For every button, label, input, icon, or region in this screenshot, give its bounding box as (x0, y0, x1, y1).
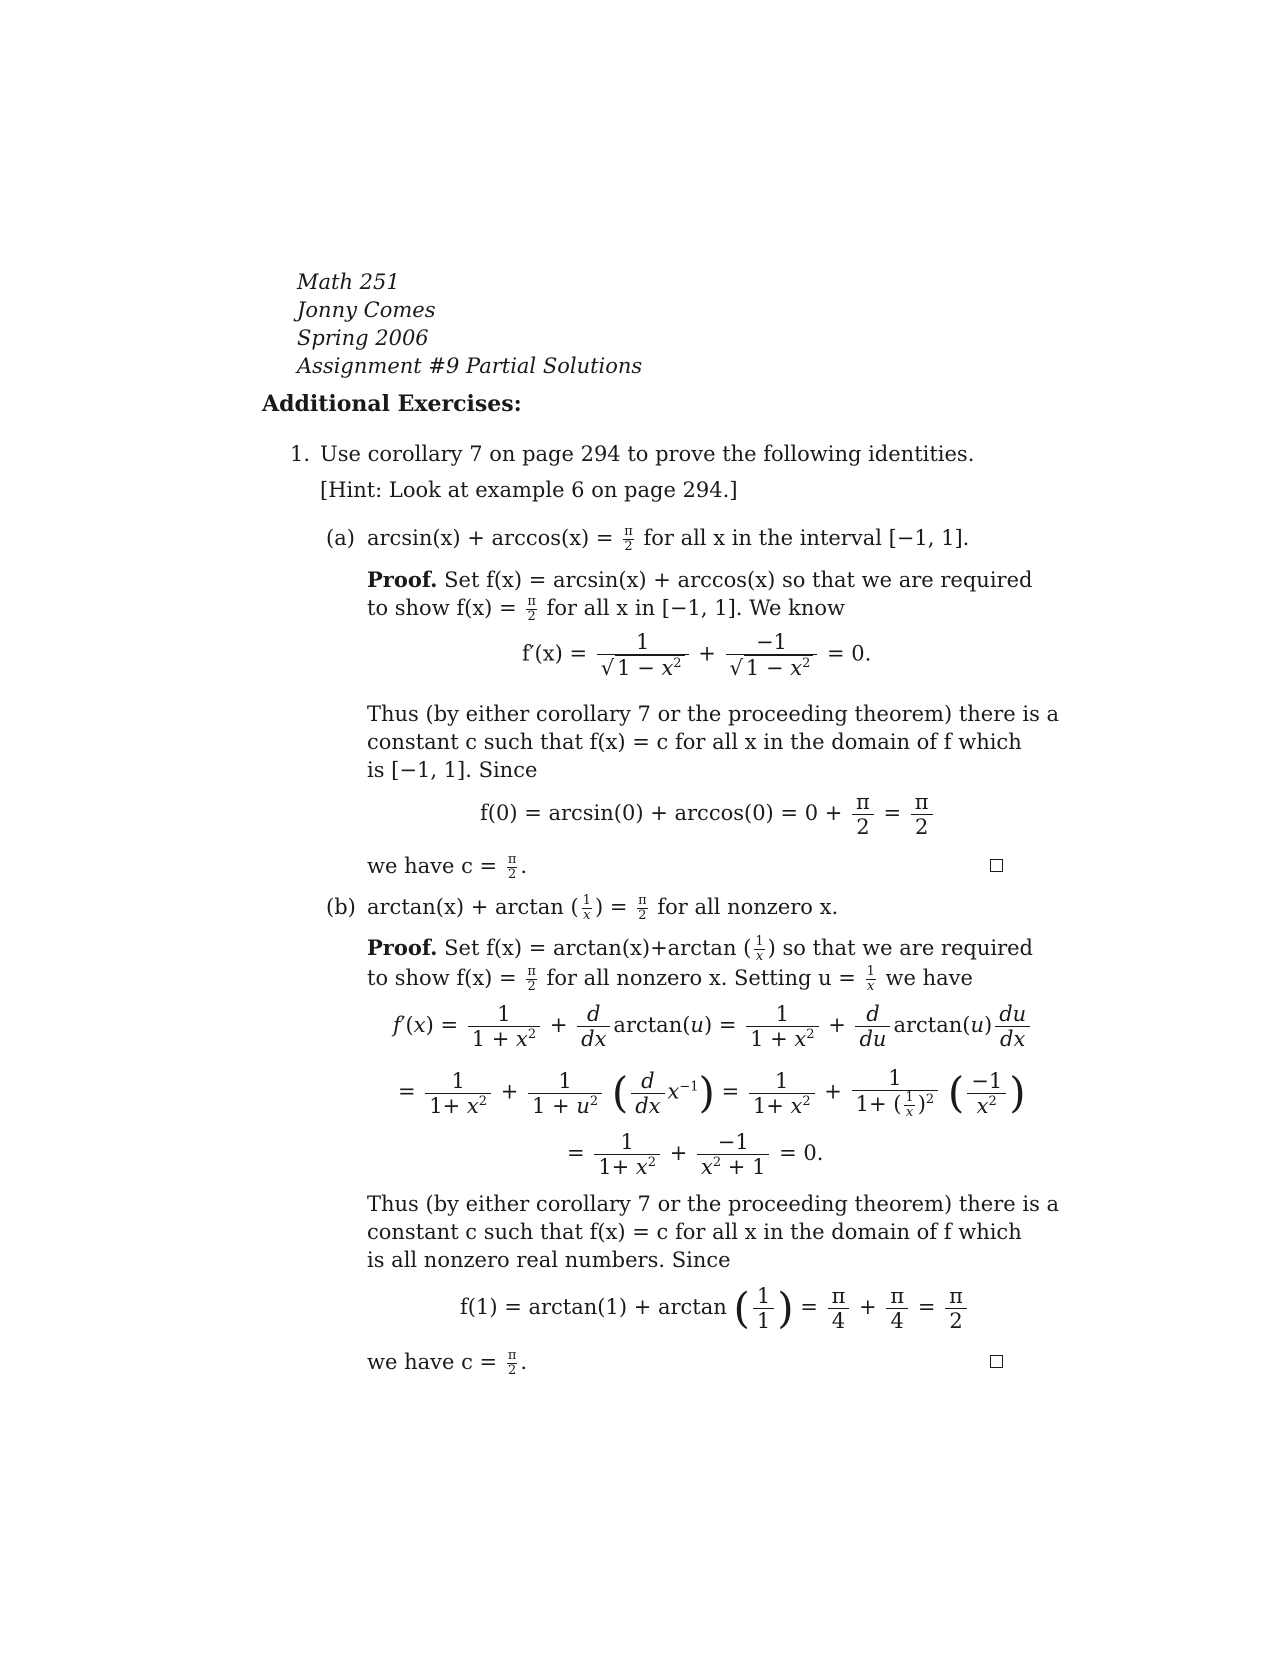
eq-lhs: f′(x) = (522, 641, 588, 666)
equation-derivative-b-line3: = $\frac{1}{1+ x^2}$ + $\frac{-1}{x^2 + 1}$ = 0. (567, 1130, 824, 1179)
fraction-1-over-1-plus-x2: $\frac{1}{1+ x^2}$ (594, 1130, 660, 1179)
one-over-x-fraction: $\frac{1}{x}$ (866, 964, 875, 994)
fraction-neg1-over-x2: $\frac{-1}{x^2}$ (967, 1069, 1006, 1118)
pi-over-2-fraction: $\frac{\pi}{2}$ (507, 852, 517, 882)
fraction-d-dx: $\frac{d}{dx}$ (631, 1069, 664, 1118)
pi-over-2-fraction: $\frac{\pi}{2}$ (507, 1348, 517, 1378)
part-b-thus-line1: Thus (by either corollary 7 or the proceeding theorem) there is a (367, 1192, 1060, 1216)
part-a-thus-line2: constant c such that f(x) = c for all x in the domain of f which (367, 730, 1022, 754)
assignment-title: Assignment #9 Partial Solutions (297, 354, 643, 378)
proof-text-prefix: to show f(x) = (367, 966, 517, 990)
problem-hint: [Hint: Look at example 6 on page 294.] (320, 478, 738, 502)
conclusion-text: we have c = (367, 854, 498, 878)
pi-over-2-fraction: $\frac{\pi}{2}$ (527, 964, 536, 994)
fraction-1-over-1-plus-1x-squared: 1 1+ ( $\frac{1}{x}$ )$^2$ (852, 1066, 939, 1120)
fraction-1-over-1-plus-x2: $\frac{1}{1+ x^2}$ (749, 1069, 815, 1118)
proof-text-suffix: we have (885, 966, 973, 990)
part-b-proof-line2 (367, 964, 973, 994)
part-a-claim (367, 524, 969, 554)
part-a-thus-line1: Thus (by either corollary 7 or the proceeding theorem) there is a (367, 702, 1060, 726)
part-b-claim: arctan(x) + arctan ( $\frac{1}{x}$ ) = $\frac{\pi}{2}$ for all nonzero x. (367, 893, 839, 923)
fraction-d-du: $\frac{d}{du}$ (855, 1002, 890, 1051)
part-a-claim-prefix: arcsin(x) + arccos(x) = (367, 526, 614, 550)
part-a-claim-suffix: for all x in the interval [−1, 1]. (643, 526, 970, 550)
part-a-conclusion: we have c = $\frac{\pi}{2}$ . (367, 852, 528, 882)
fraction-1-over-1-plus-u2: $\frac{1}{1 + u^2}$ (528, 1069, 602, 1118)
equation-f0: f(0) = arcsin(0) + arccos(0) = 0 + $\frac{\pi}{2}$ = $\frac{\pi}{2}$ (480, 790, 936, 839)
proof-text-suffix: for all x in [−1, 1]. We know (546, 596, 845, 620)
equation-derivative-b-line2: = $\frac{1}{1+ x^2}$ + $\frac{1}{1 + u^2}$ ( $\frac{d}{dx}$ $x^{-1}$) = $\frac{1}{1+ x^2}$ + 1 1+ ( $\frac{1}{x}$ )$^2$ ( $\frac{-1}{x^2}$ ) (398, 1066, 1026, 1120)
part-b-proof-line1: Proof. Set f(x) = arctan(x)+arctan ( $\frac{1}{x}$ ) so that we are required (367, 934, 1033, 964)
fraction-du-dx: $\frac{du}{dx}$ (995, 1002, 1030, 1051)
eq-f1-text: f(1) = arctan(1) + arctan (460, 1295, 727, 1319)
eq-rhs: = 0. (827, 641, 872, 666)
part-b-label: (b) (326, 895, 356, 919)
part-b-thus-line3: is all nonzero real numbers. Since (367, 1248, 731, 1272)
fraction-neg1-over-sqrt: $\frac{-1}{√ 1 - x^2}$ (726, 630, 818, 680)
fraction-d-dx: $\frac{d}{dx}$ (577, 1002, 610, 1051)
equation-f1: f(1) = arctan(1) + arctan ( $\frac{1}{1}$ ) = $\frac{\pi}{4}$ + $\frac{\pi}{4}$ = $\frac{\pi}{2}$ (460, 1284, 970, 1333)
part-b-thus-line2: constant c such that f(x) = c for all x in the domain of f which (367, 1220, 1022, 1244)
pi-over-2-fraction: $\frac{\pi}{2}$ (624, 524, 633, 554)
eq-f0-text: f(0) = arcsin(0) + arccos(0) = 0 + (480, 801, 843, 825)
proof-label: Proof. (367, 935, 438, 960)
pi-over-2-fraction: $\frac{\pi}{2}$ (638, 893, 647, 923)
one-over-x-fraction: $\frac{1}{x}$ (755, 934, 764, 964)
problem-number: 1. (290, 442, 311, 466)
proof-text-prefix: to show f(x) = (367, 596, 517, 620)
part-a-proof-line2 (367, 594, 845, 624)
part-b-conclusion: we have c = $\frac{\pi}{2}$ . (367, 1348, 528, 1378)
part-b-claim-suffix: for all nonzero x. (657, 895, 839, 919)
problem-statement: Use corollary 7 on page 294 to prove the following identities. (320, 442, 975, 466)
equation-derivative-a: f′(x) = $\frac{1}{√ 1 - x^2}$ + $\frac{-1}{√ 1 - x^2}$ = 0. (522, 630, 872, 680)
proof-text-suffix: so that we are required (782, 936, 1033, 960)
pi-over-2-fraction: $\frac{\pi}{2}$ (852, 790, 874, 839)
equation-derivative-b-line1: f′(x) = $\frac{1}{1 + x^2}$ + $\frac{d}{dx}$ arctan(u) = $\frac{1}{1 + x^2}$ + $\frac{d}{du}$ arctan(u) $\frac{du}{dx}$ (393, 1002, 1033, 1051)
qed-square-icon (990, 859, 1003, 872)
fraction-1-over-sqrt: $\frac{1}{√ 1 - x^2}$ (597, 630, 689, 680)
fraction-1-over-1-plus-x2: $\frac{1}{1 + x^2}$ (746, 1002, 818, 1051)
term: Spring 2006 (297, 326, 429, 350)
pi-over-2-fraction: $\frac{\pi}{2}$ (945, 1284, 967, 1333)
proof-text: Set f(x) = arcsin(x) + arccos(x) so that we are required (444, 568, 1033, 592)
author-name: Jonny Comes (297, 298, 436, 322)
one-over-x-fraction: $\frac{1}{x}$ (582, 893, 591, 923)
fraction-1-over-1: $\frac{1}{1}$ (753, 1284, 774, 1333)
course-title: Math 251 (297, 270, 400, 294)
proof-label: Proof. (367, 567, 438, 592)
conclusion-text: we have c = (367, 1350, 498, 1374)
pi-over-2-fraction: $\frac{\pi}{2}$ (911, 790, 933, 839)
part-a-proof-line1 (367, 566, 1032, 594)
pi-over-4-fraction: $\frac{\pi}{4}$ (886, 1284, 908, 1333)
part-a-label: (a) (326, 526, 355, 550)
qed-square-icon (990, 1355, 1003, 1368)
fraction-neg1-over-x2-plus-1: $\frac{-1}{x^2 + 1}$ (697, 1130, 769, 1179)
fraction-1-over-1-plus-x2: $\frac{1}{1+ x^2}$ (425, 1069, 491, 1118)
part-a-thus-line3: is [−1, 1]. Since (367, 758, 538, 782)
proof-text-mid: for all nonzero x. Setting u = (546, 966, 856, 990)
pi-over-4-fraction: $\frac{\pi}{4}$ (828, 1284, 850, 1333)
part-b-claim-prefix: arctan(x) + arctan (367, 895, 564, 919)
pi-over-2-fraction: $\frac{\pi}{2}$ (527, 594, 536, 624)
section-title: Additional Exercises: (262, 391, 522, 417)
proof-text-prefix: Set f(x) = arctan(x)+arctan (444, 936, 737, 960)
fraction-1-over-1-plus-x2: $\frac{1}{1 + x^2}$ (468, 1002, 540, 1051)
